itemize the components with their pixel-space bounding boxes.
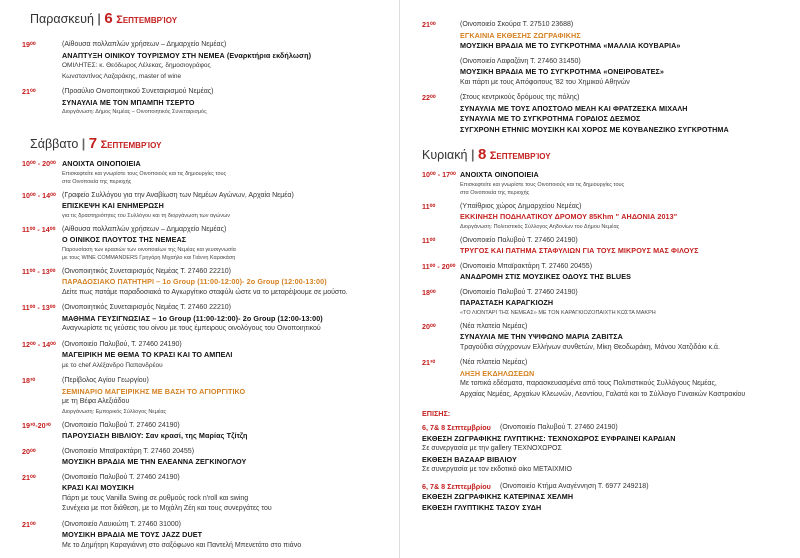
event-line: Δείτε πως πατάμε παραδοσιακά το Αγιωργίτικο σταφύλι ώστε να το μεταρέψουμε σε μούστο. (62, 288, 348, 296)
day-month: Σεπτεμβρίου (116, 14, 178, 26)
event-line: (Οινοποιείο Λαφαζάνη Τ. 27460 31450) (460, 57, 581, 65)
event-time: 19³⁰-20³⁰ (22, 420, 51, 430)
event-line: (Οινοποιείο Κτήμα Αναγέννηση Τ. 6977 249218) (500, 482, 649, 490)
event-line: (Οινοποιείο Μπαϊρακτάρη Τ. 27460 20455) (62, 447, 195, 455)
day-month: Σεπτεμβρίου (489, 150, 551, 162)
event-line: Τραγούδια σύγχρονων Ελλήνων συνθετών, Μίκη Θεοδωράκη, Μάνου Χατζιδάκι κ.ά. (460, 343, 720, 351)
event-line: ΑΝΑΠΤΥΞΗ ΟΙΝΙΚΟΥ ΤΟΥΡΙΣΜΟΥ ΣΤΗ ΝΕΜΕΑ (Εναρκτήρια εκδήλωση) (62, 50, 312, 60)
event-line: στα Οινοποιεία της περιοχής (460, 189, 530, 196)
event-time: 21⁰⁰ (22, 472, 36, 482)
event-line: Επισκεφτείτε και γνωρίστε τους Οινοποιούς και τις δημιουργίες τους (62, 170, 227, 177)
event-line: ΜΟΥΣΙΚΗ ΒΡΑΔΙΑ ΜΕ ΤΟ ΣΥΓΚΡΟΤΗΜΑ «ΜΑΛΛΙΑ ΚΟΥΒΑΡΙΑ» (460, 41, 681, 50)
event-line: ΑΝΟΙΧΤΑ ΟΙΝΟΠΟΙΕΙΑ (460, 170, 539, 179)
day-num: 8 (477, 146, 487, 163)
event-line: Αναγνωρίστε τις γεύσεις του οίνου με τους έμπειρους οινολόγους του Οινοποιητικού (62, 325, 321, 332)
event-line: (Οινοποιείο Παλυβού Τ. 27460 24190) (62, 473, 180, 481)
event-line: (Νέα πλατεία Νεμέας) (460, 359, 528, 366)
event-line: (Οινοποιείο Μπαϊρακτάρη Τ. 27460 20455) (460, 262, 593, 270)
event-line: ΕΚΘΕΣΗ ΖΩΓΡΑΦΙΚΗΣ ΚΑΤΕΡΙΝΑΣ ΧΕΛΜΗ (422, 492, 574, 501)
event-line: Πάρτι με τους Vanilla Swing σε ρυθμούς rock n'roll και swing (62, 494, 249, 502)
event-line: με τους WINE COMMANDERS Γρηγόρη Μιχαήλο και Γιάννη Καρακάση (62, 254, 236, 261)
event-time: 11⁰⁰ (422, 235, 436, 245)
event-time: 20⁰⁰ (22, 446, 36, 456)
event-line: (Οινοποιείο Παλυβού Τ. 27460 24190) (500, 424, 618, 431)
day-num: 7 (88, 135, 98, 152)
event-line: ΕΚΘΕΣΗ ΓΛΥΠΤΙΚΗΣ ΤΑΣΟΥ ΣΥΔΗ (422, 502, 542, 512)
event-line: ΤΡΥΓΟΣ ΚΑΙ ΠΑΤΗΜΑ ΣΤΑΦΥΛΙΩΝ ΓΙΑ ΤΟΥΣ ΜΙΚΡΟΥΣ ΜΑΣ ΦΙΛΟΥΣ (460, 246, 699, 255)
event-time: 20⁰⁰ (422, 321, 436, 331)
event-time: 21³⁰ (422, 358, 436, 367)
event-line: ΣΕΜΙΝΑΡΙΟ ΜΑΓΕΙΡΙΚΗΣ ΜΕ ΒΑΣΗ ΤΟ ΑΓΙΟΡΓΙΤΙΚΟ (62, 386, 246, 396)
event-line: ΕΠΙΣΚΕΨΗ ΚΑΙ ΕΝΗΜΕΡΩΣΗ (62, 201, 164, 210)
event-line: ΠΑΡΟΥΣΙΑΣΗ ΒΙΒΛΙΟΥ: Σαν κρασί, της Μαρίας Τζίτζη (62, 431, 248, 440)
event-line: Διοργάνωση: Δήμος Νεμέας – Οινοποιητικός Συνεταιρισμός (62, 109, 207, 115)
event-line: Με το Δημήτρη Καραγιάννη στο σαξόφωνο και Παντελή Μπενετάτο στο πιάνο (62, 541, 302, 549)
event-line: ΣΥΝΑΥΛΙΑ ΜΕ ΤΗΝ ΥΨΙΦΩΝΟ ΜΑΡΙΑ ΖΑΒΙΤΣΑ (460, 332, 623, 341)
event-line: (Στους κεντρικούς δρόμους της πόλης) (460, 94, 580, 101)
day-num: 6 (104, 10, 113, 27)
event-time: 10⁰⁰ - 17⁰⁰ (422, 170, 456, 179)
event-line: (Νέα πλατεία Νεμέας) (460, 322, 528, 330)
event-line: ΜΟΥΣΙΚΗ ΒΡΑΔΙΑ ΜΕ ΤΟ ΣΥΓΚΡΟΤΗΜΑ «ΟΝΕΙΡΟΒΑΤΕΣ» (460, 67, 664, 76)
event-line: Παρουσίαση των κρασιών των οινοποιείων της Νεμέας και γευσιγνωσία (62, 246, 236, 253)
also-heading: ΕΠΙΣΗΣ: (422, 409, 451, 418)
event-line: ΠΑΡΑΣΤΑΣΗ ΚΑΡΑΓΚΙΟΖΗ (460, 298, 554, 307)
event-time: 12⁰⁰ - 14⁰⁰ (22, 339, 56, 349)
event-line: στα Οινοποιεία της περιοχής (62, 178, 132, 185)
event-time: 18⁰⁰ (422, 287, 436, 297)
day-sep: | (470, 148, 475, 162)
event-line: (Οινοποιείο Λαυκιώτη Τ. 27460 31000) (62, 520, 181, 528)
event-line: (Οινοποιητικός Συνεταιρισμός Νεμέας Τ. 27460 22210) (62, 267, 231, 275)
event-line: ΕΚΚΙΝΗΣΗ ΠΟΔΗΛΑΤΙΚΟΥ ΔΡΟΜΟΥ 85Khm " ΑΗΔΟΝΙΑ 2013" (460, 212, 678, 221)
event-line: ΠΑΡΑΔΟΣΙΑΚΟ ΠΑΤΗΤΗΡΙ – 1o Group (11:00-12:00)- 2o Group (12:00-13:00) (62, 277, 327, 286)
event-line: ΜΟΥΣΙΚΗ ΒΡΑΔΙΑ ΜΕ ΤΟΥΣ JAZZ DUET (62, 530, 203, 539)
event-line: ΣΥΓΧΡΟΝΗ ETHNIC ΜΟΥΣΙΚΗ ΚΑΙ ΧΟΡΟΣ ΜΕ ΚΟΥΒΑΝΕΖΙΚΟ ΣΥΓΚΡΟΤΗΜΑ (460, 124, 729, 134)
event-line: ΣΥΝΑΥΛΙΑ ΜΕ ΤΟΝ ΜΠΑΜΠΗ ΤΣΕΡΤΟ (62, 97, 195, 107)
day-sep: | (81, 137, 86, 151)
event-time: 21⁰⁰ (422, 20, 436, 29)
event-line: ΚΡΑΣΙ ΚΑΙ ΜΟΥΣΙΚΗ (62, 483, 134, 492)
event-line: Με τοπικά εδέσματα, παρασκευασμένα από τους Πολιτιστικούς Συλλόγους Νεμέας, (460, 380, 717, 387)
event-line: (Οινοποιείο Παλυβού, Τ. 27460 24190) (62, 340, 182, 348)
event-line: για τις δραστηριότητες του Συλλόγου και τη διοργάνωση των αγώνων (62, 212, 231, 219)
event-time: 11⁰⁰ - 20⁰⁰ (422, 261, 456, 271)
event-line: ΣΥΝΑΥΛΙΑ ΜΕ ΤΟ ΣΥΓΚΡΟΤΗΜΑ ΓΟΡΔΙΟΣ ΔΕΣΜΟΣ (460, 114, 641, 123)
day-name: Παρασκευή (30, 12, 94, 26)
event-line: Ο ΟΙΝΙΚΟΣ ΠΛΟΥΤΟΣ ΤΗΣ ΝΕΜΕΑΣ (62, 235, 187, 244)
event-line: (Αίθουσα πολλαπλών χρήσεων – Δημαρχείο Νεμέας) (62, 41, 227, 48)
event-time: 11⁰⁰ - 14⁰⁰ (22, 224, 56, 234)
day-heading (30, 135, 161, 152)
event-line: (Αίθουσα πολλαπλών χρήσεων – Δημαρχείο Νεμέας) (62, 225, 227, 233)
event-line: (Προαύλιο Οινοποιητικού Συνεταιρισμού Νεμέας) (62, 88, 214, 95)
event-line: (Οινοποιείο Παλυβού Τ. 27460 24190) (62, 421, 180, 429)
event-line: Διοργάνωση: Πολιτιστικός Σύλλογος Αηδονίων του Δήμου Νεμέας (460, 223, 620, 230)
event-time: 18³⁰ (22, 376, 36, 385)
day-heading (30, 10, 177, 27)
event-line: ΛΗΞΗ ΕΚΔΗΛΩΣΕΩΝ (460, 368, 535, 378)
event-time: 6, 7& 8 Σεπτεμβρίου (422, 481, 491, 491)
event-line: ΕΚΘΕΣΗ ΒΑΖΑΑΡ ΒΙΒΛΙΟΥ (422, 454, 517, 464)
event-line: ΜΑΘΗΜΑ ΓΕΥΣΙΓΝΩΣΙΑΣ – 1o Group (11:00-12:00)- 2o Group (12:00-13:00) (62, 313, 323, 323)
event-line: ΜΑΓΕΙΡΙΚΗ ΜΕ ΘΕΜΑ ΤΟ ΚΡΑΣΙ ΚΑΙ ΤΟ ΑΜΠΕΛΙ (62, 350, 233, 359)
event-time: 11⁰⁰ (422, 201, 436, 211)
event-line: ΑΝΑΔΡΟΜΗ ΣΤΙΣ ΜΟΥΣΙΚΕΣ ΟΔΟΥΣ ΤΗΣ BLUES (460, 272, 631, 281)
day-name: Κυριακή (422, 148, 468, 162)
event-time: 21⁰⁰ (22, 87, 36, 96)
event-line: Επισκεφτείτε και γνωρίστε τους Οινοποιούς και τις δημιουργίες τους (460, 181, 625, 188)
event-time: 22⁰⁰ (422, 93, 436, 102)
event-time: 10⁰⁰ - 14⁰⁰ (22, 190, 56, 200)
day-heading (422, 146, 551, 163)
event-line: ΟΜΙΛΗΤΕΣ: κ. Θεόδωρος Λέλεκας, δημοσιογράφος (62, 62, 211, 69)
event-time: 21⁰⁰ (22, 519, 36, 529)
day-sep: | (97, 12, 101, 26)
page-divider (399, 0, 400, 558)
event-time: 11⁰⁰ - 13⁰⁰ (22, 266, 56, 276)
event-time: 11⁰⁰ - 13⁰⁰ (22, 303, 56, 312)
event-line: (Γραφείο Συλλόγου για την Αναβίωση των Νεμέων Αγώνων, Αρχαία Νεμέα) (62, 191, 294, 199)
event-line: ΕΓΚΑΙΝΙΑ ΕΚΘΕΣΗΣ ΖΩΓΡΑΦΙΚΗΣ (460, 30, 581, 40)
event-line: ΣΥΝΑΥΛΙΑ ΜΕ ΤΟΥΣ ΑΠΟΣΤΟΛΟ ΜΕΛΗ ΚΑΙ ΦΡΑΤΖΕΣΚΑ ΜΙΧΑΛΗ (460, 103, 688, 113)
event-line: Σε συνεργασία με τον εκδοτικό οίκο ΜΕΤΑΙΧΜΙΟ (422, 466, 572, 473)
event-line: Κωνσταντίνος Λαζαράκης, master of wine (62, 72, 182, 80)
event-line: Σε συνεργασία με την gallery ΤΕΧΝΟΧΩΡΟΣ (422, 445, 562, 452)
event-line: (Υπαίθριος χώρος Δημαρχείου Νεμέας) (460, 202, 582, 210)
event-line: (Περίβολος Αγίου Γεωργίου) (62, 377, 149, 384)
event-line: με τη Βέφα Αλεξιάδου (62, 398, 130, 405)
event-line: Και πάρτι με τους Απόφοιτους '82 του Χημικού Αθηνών (460, 78, 630, 86)
event-line: (Οινοποιητικός Συνεταιρισμός Νεμέας Τ. 27460 22210) (62, 304, 231, 311)
day-month: Σεπτεμβρίου (100, 139, 162, 151)
event-line: «ΤΟ ΛΙΟΝΤΑΡΙ ΤΗΣ ΝΕΜΕΑΣ» ΜΕ ΤΟΝ ΚΑΡΑΓΚΙΟΖΟΠΑΙΧΤΗ ΚΩΣΤΑ ΜΑΚΡΗ (460, 309, 656, 316)
event-line: Διοργάνωση: Εμπορικός Σύλλογος Νεμέας (62, 408, 167, 415)
event-line: ΕΚΘΕΣΗ ΖΩΓΡΑΦΙΚΗΣ ΓΛΥΠΤΙΚΗΣ: ΤΕΧΝΟΧΩΡΟΣ ΕΥΦΡΑΙΝΕΙ ΚΑΡΔΙΑΝ (422, 433, 676, 443)
event-line: (Οινοποιείο Σκούρα Τ. 27510 23688) (460, 21, 574, 28)
event-time: 19⁰⁰ (22, 40, 36, 49)
day-name: Σάββατο (30, 137, 79, 151)
event-line: με το chef Αλέξανδρο Παπανδρέου (62, 361, 163, 369)
event-line: (Οινοποιείο Παλυβού Τ. 27460 24190) (460, 288, 578, 296)
event-line: (Οινοποιείο Παλυβού Τ. 27460 24190) (460, 236, 578, 244)
event-line: Αρχαίας Νεμέας, Αρχαίων Κλεωνών, Λεοντίου, Γαλατά και το Σύλλογο Γυναικών Καστρακίου (460, 390, 746, 398)
event-line: ΑΝΟΙΧΤΑ ΟΙΝΟΠΟΙΕΙΑ (62, 159, 141, 168)
event-line: ΜΟΥΣΙΚΗ ΒΡΑΔΙΑ ΜΕ ΤΗΝ ΕΛΕΑΝΝΑ ΖΕΓΚΙΝΟΓΛΟΥ (62, 457, 247, 466)
event-time: 6, 7& 8 Σεπτεμβρίου (422, 423, 491, 432)
event-time: 10⁰⁰ - 20⁰⁰ (22, 159, 56, 168)
event-line: Συνέχεια με ποτ διάθεση, με το Μιχάλη Ζέη και τους συνεργάτες του (62, 505, 272, 512)
